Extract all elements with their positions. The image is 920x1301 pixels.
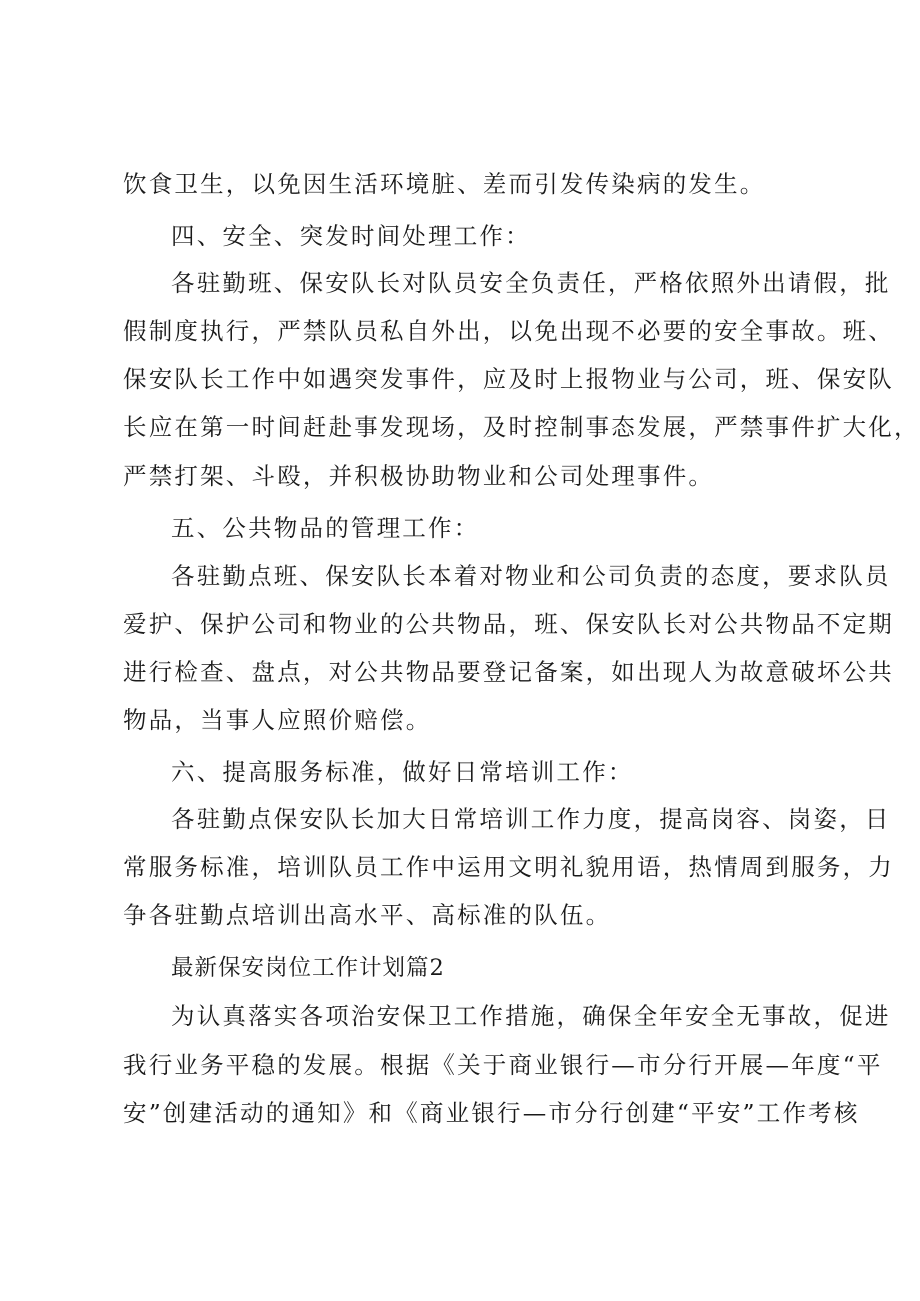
paragraph-line: 物品，当事人应照价赔偿。	[123, 706, 432, 734]
paragraph-line: 常服务标准，培训队员工作中运用文明礼貌用语，热情周到服务，力	[123, 853, 894, 881]
paragraph-line: 进行检查、盘点，对公共物品要登记备案，如出现人为故意破坏公共	[123, 658, 894, 686]
paragraph-line: 爱护、保护公司和物业的公共物品，班、保安队长对公共物品不定期	[123, 610, 894, 638]
paragraph-line: 各驻勤点班、保安队长本着对物业和公司负责的态度，要求队员	[171, 562, 891, 590]
paragraph-line: 安”创建活动的通知》和《商业银行—市分行创建“平安”工作考核	[123, 1099, 860, 1127]
section-heading: 四、安全、突发时间处理工作：	[171, 222, 531, 250]
section-heading: 五、公共物品的管理工作：	[171, 514, 480, 542]
paragraph-line: 假制度执行，严禁队员私自外出，以免出现不必要的安全事故。班、	[123, 317, 894, 345]
paragraph-line: 长应在第一时间赶赴事发现场，及时控制事态发展，严禁事件扩大化，	[123, 413, 920, 441]
paragraph-line: 我行业务平稳的发展。根据《关于商业银行—市分行开展—年度“平	[123, 1051, 883, 1079]
section-title: 最新保安岗位工作计划篇2	[171, 955, 445, 981]
section-heading: 六、提高服务标准，做好日常培训工作：	[171, 758, 634, 786]
paragraph-line: 各驻勤点保安队长加大日常培训工作力度，提高岗容、岗姿，日	[171, 805, 891, 833]
paragraph-line: 严禁打架、斗殴，并积极协助物业和公司处理事件。	[123, 462, 715, 490]
paragraph-line: 饮食卫生，以免因生活环境脏、差而引发传染病的发生。	[123, 170, 766, 198]
paragraph-line: 争各驻勤点培训出高水平、高标准的队伍。	[123, 901, 612, 929]
paragraph-line: 各驻勤班、保安队长对队员安全负责任，严格依照外出请假，批	[171, 269, 891, 297]
paragraph-line: 保安队长工作中如遇突发事件，应及时上报物业与公司，班、保安队	[123, 365, 894, 393]
paragraph-line: 为认真落实各项治安保卫工作措施，确保全年安全无事故，促进	[171, 1002, 891, 1030]
